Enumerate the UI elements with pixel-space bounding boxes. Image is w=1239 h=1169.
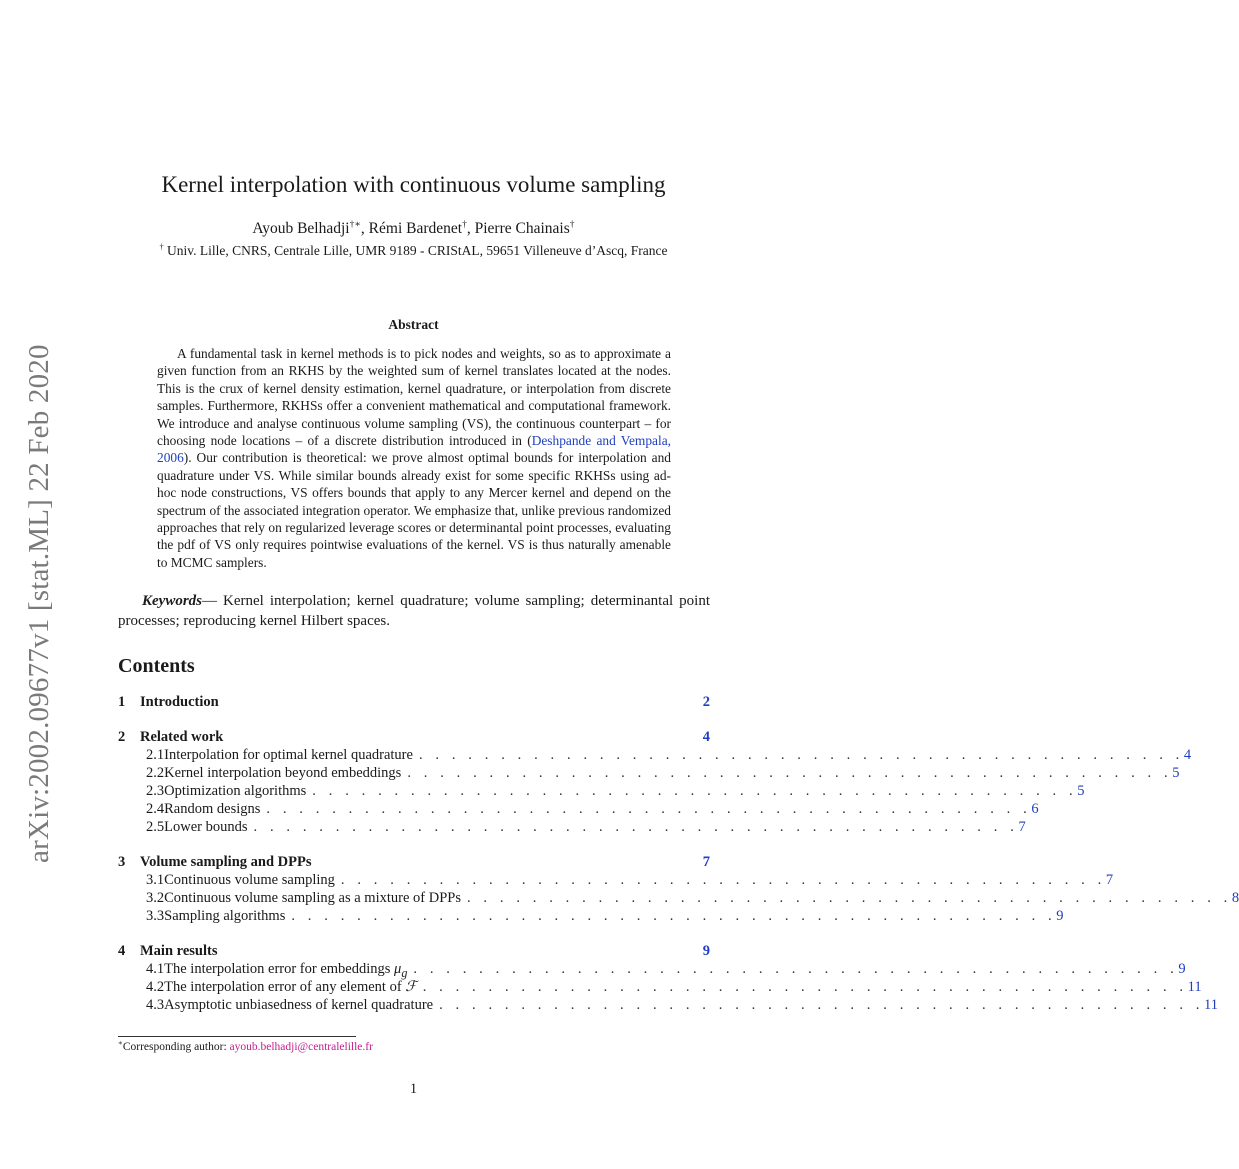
keywords-dash: — — [202, 593, 224, 609]
toc-subsection-2-2[interactable] — [118, 765, 1180, 783]
toc-page-link[interactable]: 7 — [1018, 819, 1026, 835]
toc-section-related-work[interactable] — [118, 729, 710, 747]
toc-num: 2.4 — [146, 801, 165, 817]
toc-num: 3 — [118, 854, 126, 870]
citation-link[interactable]: Deshpande and Vempala, 2006 — [157, 433, 671, 466]
toc-leader: . . . . . . . . . . . . . . . . . . . . . . . . . . . . . . . . . . . . . . . . . . . . . . . — [312, 783, 1078, 799]
toc-page-link[interactable]: 9 — [1178, 961, 1186, 977]
toc-title-text: The interpolation error for embeddings — [164, 961, 395, 977]
footnote-mark: ∗ — [118, 1039, 123, 1048]
toc-title: Random designs — [164, 801, 261, 817]
toc-title: Main results — [140, 943, 218, 959]
toc-page-link[interactable]: 9 — [1056, 908, 1064, 924]
affiliation-mark: † — [159, 242, 164, 252]
toc-num: 3.2 — [146, 890, 165, 906]
toc-num: 2.1 — [146, 747, 165, 763]
footnote-rule — [118, 1036, 356, 1037]
toc-num: 2.3 — [146, 783, 165, 799]
toc-title: Introduction — [140, 694, 219, 710]
abstract-part-1: A fundamental task in kernel methods is to pick nodes and weights, so as to approximate a given function from an RKHS by the weighted sum of kernel translates located at the nodes. This is the crux of kernel density estimation, kernel quadrature, or interpolation from discrete samples. Furthermore, RKHSs offer a convenient mathematical and computational framework. We introduce and analyse continuous volume sampling (VS), the continuous counterpart – for choosing node locations – of a discrete distribution introduced in ( — [157, 346, 671, 449]
keywords — [118, 591, 710, 631]
contents-heading: Contents — [118, 655, 195, 677]
footnote — [118, 1041, 373, 1053]
toc-title: Volume sampling and DPPs — [140, 854, 312, 870]
toc-subsection-2-5[interactable] — [118, 819, 1026, 837]
toc-subsection-2-3[interactable] — [118, 783, 1085, 801]
toc-subsection-4-3[interactable] — [118, 997, 1219, 1015]
math-subscript: g — [401, 965, 408, 980]
toc-page-link[interactable]: 8 — [1231, 890, 1239, 906]
footnote-text: Corresponding author: — [122, 1041, 230, 1053]
toc-page-link[interactable]: 11 — [1187, 979, 1202, 995]
toc-page-link[interactable]: 5 — [1172, 765, 1180, 781]
toc-leader: . . . . . . . . . . . . . . . . . . . . . . . . . . . . . . . . . . . . . . . . . . . . . . . — [418, 747, 1184, 763]
abstract-heading: Abstract — [388, 317, 439, 332]
toc-subsection-2-4[interactable] — [118, 801, 1039, 819]
toc-page-link[interactable]: 5 — [1077, 783, 1085, 799]
author-1: Ayoub Belhadji — [252, 220, 350, 237]
toc-title: Lower bounds — [164, 819, 248, 835]
toc-page-link[interactable]: 7 — [1105, 872, 1114, 888]
toc-num: 3.3 — [146, 908, 165, 924]
toc-leader: . . . . . . . . . . . . . . . . . . . . . . . . . . . . . . . . . . . . . . . . . . . . . . . — [413, 961, 1179, 977]
toc-page-link[interactable]: 7 — [702, 854, 710, 870]
arxiv-stamp — [22, 344, 55, 863]
author-1-mark: †∗ — [349, 218, 361, 230]
toc-num: 2.5 — [146, 819, 165, 835]
toc-leader: . . . . . . . . . . . . . . . . . . . . . . . . . . . . . . . . . . . . . . . . . . . . . . . — [407, 765, 1173, 781]
keywords-text: Kernel interpolation; kernel quadrature; volume sampling; determinantal point processes; reproducing kernel Hilbert spaces. — [118, 593, 711, 629]
math-symbol: μ — [394, 961, 402, 977]
toc-title — [164, 979, 423, 996]
author-3-mark: † — [569, 218, 575, 230]
abstract-body — [157, 345, 671, 571]
authors — [100, 220, 727, 238]
toc-title: Related work — [140, 729, 224, 745]
toc-section-introduction[interactable] — [118, 694, 710, 712]
keywords-label: Keywords — [142, 593, 202, 609]
toc-title — [164, 961, 413, 981]
toc-title: Optimization algorithms — [164, 783, 307, 799]
toc-section-main-results[interactable] — [118, 943, 710, 961]
arxiv-stamp-text: arXiv:2002.09677v1 [stat.ML] 22 Feb 2020 — [23, 344, 55, 863]
toc-title: Continuous volume sampling as a mixture of DPPs — [164, 890, 461, 906]
toc-page-link[interactable]: 6 — [1031, 801, 1039, 817]
toc-leader: . . . . . . . . . . . . . . . . . . . . . . . . . . . . . . . . . . . . . . . . . . . . . . . — [422, 979, 1188, 995]
toc-num: 4.1 — [146, 961, 165, 977]
toc-title: Continuous volume sampling — [164, 872, 335, 888]
toc-leader: . . . . . . . . . . . . . . . . . . . . . . . . . . . . . . . . . . . . . . . . . . . . . . . — [291, 908, 1057, 924]
toc-leader: . . . . . . . . . . . . . . . . . . . . . . . . . . . . . . . . . . . . . . . . . . . . . . . — [266, 801, 1032, 817]
affiliation-text: Univ. Lille, CNRS, Centrale Lille, UMR 9189 - CRIStAL, 59651 Villeneuve d’Ascq, France — [163, 243, 668, 258]
toc-subsection-4-2[interactable] — [118, 979, 1202, 997]
author-2: , Rémi Bardenet — [360, 220, 463, 237]
toc-subsection-2-1[interactable] — [118, 747, 1192, 765]
toc-title: Sampling algorithms — [164, 908, 286, 924]
toc-leader: . . . . . . . . . . . . . . . . . . . . . . . . . . . . . . . . . . . . . . . . . . . . . . . — [340, 872, 1106, 888]
toc-page-link[interactable]: 4 — [1183, 747, 1192, 763]
toc-subsection-4-1[interactable] — [118, 961, 1186, 980]
toc-num: 4.3 — [146, 997, 165, 1013]
toc-num: 4 — [118, 943, 126, 959]
toc-num: 2 — [118, 729, 126, 745]
toc-section-volume-sampling[interactable] — [118, 854, 710, 872]
toc-num: 3.1 — [146, 872, 165, 888]
page-number: 1 — [409, 1081, 418, 1097]
toc-num: 1 — [118, 694, 126, 710]
toc-title: Interpolation for optimal kernel quadrature — [164, 747, 413, 763]
author-3: , Pierre Chainais — [466, 220, 570, 237]
toc-page-link[interactable]: 2 — [702, 694, 710, 710]
toc-page-link[interactable]: 11 — [1204, 997, 1219, 1013]
toc-page-link[interactable]: 9 — [702, 943, 710, 959]
toc-leader: . . . . . . . . . . . . . . . . . . . . . . . . . . . . . . . . . . . . . . . . . . . . . . . — [439, 997, 1205, 1013]
toc-subsection-3-1[interactable] — [118, 872, 1114, 890]
paper-title: Kernel interpolation with continuous volume sampling — [161, 172, 666, 197]
abstract-part-2: ). Our contribution is theoretical: we prove almost optimal bounds for interpolation and quadrature under VS. While similar bounds already exist for some specific RKHSs using ad-hoc node constructions, VS offers bounds that apply to any Mercer kernel and depend on the spectrum of the associated integration operator. We emphasize that, unlike previous randomized approaches that rely on regularized leverage scores or determinantal point processes, evaluating the pdf of VS only requires pointwise evaluations of the kernel. VS is thus naturally amenable to MCMC samplers. — [157, 450, 671, 570]
toc-subsection-3-3[interactable] — [118, 908, 1064, 926]
math-symbol: ℱ — [405, 979, 417, 995]
toc-page-link[interactable]: 4 — [702, 729, 710, 745]
author-2-mark: † — [462, 218, 467, 230]
toc-num: 2.2 — [146, 765, 165, 781]
toc-title: Kernel interpolation beyond embeddings — [164, 765, 402, 781]
toc-title: Asymptotic unbiasedness of kernel quadrature — [164, 997, 434, 1013]
toc-subsection-3-2[interactable] — [118, 890, 1239, 908]
toc-leader: . . . . . . . . . . . . . . . . . . . . . . . . . . . . . . . . . . . . . . . . . . . . . . . — [466, 890, 1232, 906]
affiliation — [100, 243, 727, 259]
toc-title-text: The interpolation error of any element of — [164, 979, 406, 995]
toc-num: 4.2 — [146, 979, 165, 995]
email-link[interactable]: ayoub.belhadji@centralelille.fr — [229, 1041, 373, 1053]
toc-leader: . . . . . . . . . . . . . . . . . . . . . . . . . . . . . . . . . . . . . . . . . . . . . . . — [253, 819, 1019, 835]
table-of-contents — [118, 694, 1239, 1015]
